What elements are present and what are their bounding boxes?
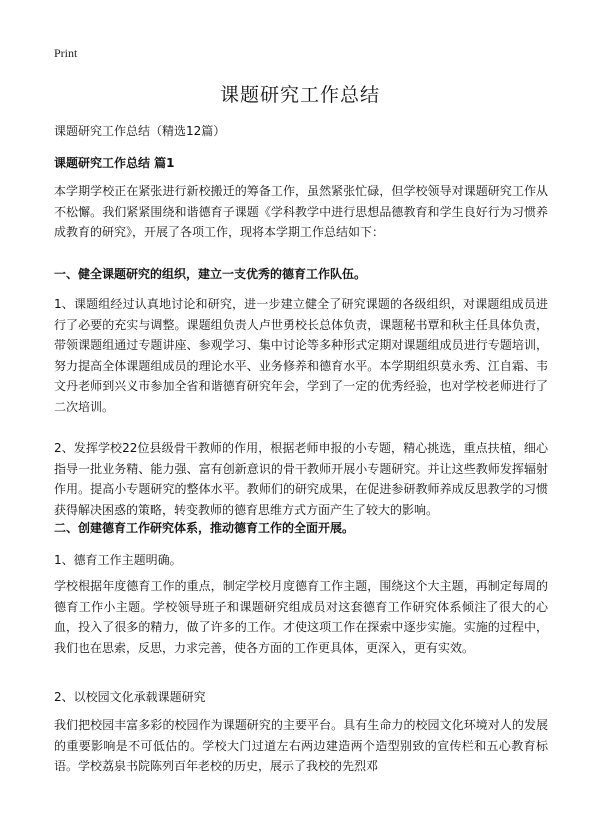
section2-item-2: 2、以校园文化承载课题研究 — [54, 690, 206, 704]
intro-paragraph: 本学期学校正在紧张进行新校搬迁的筹备工作，虽然紧张忙碌，但学校领导对课题研究工作从不松懈。我们紧紧围绕和谐德育子课题《学科教学中进行思想品德教育和学生良好行为习惯养成教育的研究》，开展了各项工作，现将本学期工作总结如下： — [54, 184, 548, 239]
document-subtitle: 课题研究工作总结（精选12篇） — [54, 124, 226, 138]
print-link[interactable]: Print — [54, 46, 78, 60]
section1-paragraph-1: 1、课题组经过认真地讨论和研究，进一步建立健全了研究课题的各级组织，对课题组成员进行了必要的充实与调整。课题组负责人卢世勇校长总体负责，课题秘书覃和秋主任具体负责，带领课题组通过专题讲座、参观学习、集中讨论等多种形式定期对课题组成员进行专题培训，努力提高全体课题组成员的理论水平、业务修养和德育水平。本学期组织莫永秀、江自霜、韦文丹老师到兴义市参加全省和谐德育研究年会，学到了一定的优秀经验，也对学校老师进行了二次培训。 — [54, 297, 548, 414]
section1-heading: 一、健全课题研究的组织，建立一支优秀的德育工作队伍。 — [54, 267, 367, 281]
section2-paragraph-2: 我们把校园丰富多彩的校园作为课题研究的主要平台。具有生命力的校园文化环境对人的发展的重要影响是不可低估的。学校大门过道左右两边建造两个造型别致的宣传栏和五心教育标语。学校荔泉书院陈列百年老校的历史，展示了我校的先烈邓 — [54, 718, 548, 773]
article-heading: 课题研究工作总结 篇1 — [54, 156, 175, 170]
section2-paragraph-1: 学校根据年度德育工作的重点，制定学校月度德育工作主题，围绕这个大主题，再制定每周的德育工作小主题。学校领导班子和课题研究组成员对这套德育工作研究体系倾注了很大的心血，投入了很多的精力，做了许多的工作。才使这项工作在探索中逐步实施。实施的过程中，我们也在思索，反思，力求完善，使各方面的工作更具体，更深入，更有实效。 — [54, 579, 548, 655]
section2-heading: 二、创建德育工作研究体系，推动德育工作的全面开展。 — [54, 521, 355, 535]
section1-paragraph-2: 2、发挥学校22位县级骨干教师的作用，根据老师申报的小专题，精心挑选，重点扶植，细心指导一批业务精、能力强、富有创新意识的骨干教师开展小专题研究。并让这些教师发挥辐射作用。提高小专题研究的整体水平。教师们的研究成果，在促进参研教师养成反思教学的习惯获得解决困惑的策略，转变教师的德育思维方式方面产生了较大的影响。 — [54, 441, 548, 517]
section2-item-1: 1、德育工作主题明确。 — [54, 553, 182, 567]
page-title: 课题研究工作总结 — [219, 84, 380, 106]
